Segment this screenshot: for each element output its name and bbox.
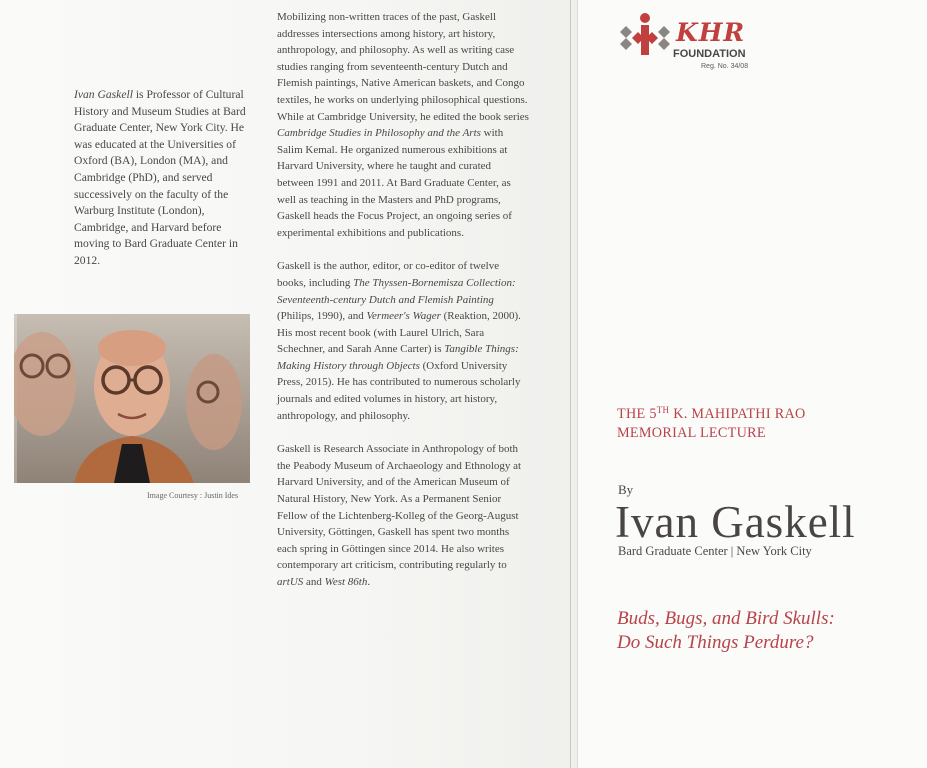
logo-registration-number: Reg. No. 34/08 [701,63,749,70]
speaker-bio [74,87,256,270]
publication-west-86th: West 86th [324,576,368,588]
speaker-portrait-photo [14,314,250,483]
book-title-tangible-things: Tangible Things: Making History through Objects [277,343,519,372]
p2-text-g: (Oxford University Press, 2015). He has contributed to numerous scholarly journals and edited volumes in history, art history, anthropology, and philosophy. [277,359,521,422]
book-series-title: Cambridge Studies in Philosophy and the Arts [277,127,481,140]
portrait-illustration [14,314,250,483]
by-label: By [618,482,634,497]
paragraph-affiliations [277,441,529,590]
paragraph-publications [277,258,529,424]
p2-text-a: Gaskell is the author, editor, or co-editor of twelve books, including [277,260,500,289]
lecture-ordinal: THE 5 [617,406,657,422]
speaker-details-column [277,9,529,608]
talk-title-line1: Buds, Bugs, and Bird Skulls: [617,608,835,629]
p3-text-a: Gaskell is Research Associate in Anthropology of both the Peabody Museum of Archaeology and Ethnology at Harvard University, and of the American Museum of Natural History, New York. As a Permanent Senior Fellow of the Lichtenberg-Kolleg of the Georg-August University, Göttingen, Gaskell has spent two months each spring in Göttingen since 2014. He also writes contemporary art criticism, contributing regularly to [277,443,522,572]
bio-name: Ivan Gaskell [74,88,133,101]
p3-text-c: and [303,576,325,588]
publication-artus: artUS [277,576,304,588]
lecture-heading [617,401,806,442]
logo-wordmark: KHR [676,18,746,47]
p3-text-e: . [367,576,371,588]
lecture-ordinal-suffix: TH [656,405,670,415]
fold-line [570,0,571,768]
lecture-heading-line2: MEMORIAL LECTURE [617,424,766,441]
lecture-heading-line1 [617,401,806,424]
talk-title-line2: Do Such Things Perdure? [617,632,814,653]
p2-text-e: (Reaktion, 2000). His most recent book (with Laurel Ulrich, Sara Schechner, and Sarah Anne Carter) is [277,310,521,356]
fold-line-shadow [577,0,578,768]
logo-foundation-label: FOUNDATION [673,48,746,60]
paragraph-research [277,9,529,241]
p2-text-c: (Philips, 1990), and [277,310,367,323]
p1-text-c: with Salim Kemal. He organized numerous exhibitions at Harvard University, where he taught and curated between 1991 and 2011. At Bard Graduate Center, as well as teaching in the Masters and PhD programs, Gaskell heads the Focus Project, an ongoing series of experimental exhibitions and publications. [277,127,512,239]
photo-credit: Image Courtesy : Justin Ides [147,491,239,500]
p1-text-a: Mobilizing non-written traces of the past, Gaskell addresses intersections among history, art history, anthropology, and philosophy. As well as writing case studies ranging from seventeenth-century Dutch and Flemish paintings, Native American baskets, and Congo textiles, he works on underlying philosophical questions. While at Cambridge University, he edited the book series [277,11,529,123]
book-title-thyssen: The Thyssen-Bornemisza Collection: Seventeenth-century Dutch and Flemish Painting [277,276,516,306]
book-title-vermeer: Vermeer's Wager [366,310,441,323]
speaker-affiliation: Bard Graduate Center | New York City [618,544,812,558]
speaker-name: Ivan Gaskell [615,497,856,547]
talk-title [617,607,835,655]
lecture-honoree: K. MAHIPATHI RAO [669,406,806,422]
bio-text: is Professor of Cultural History and Museum Studies at Bard Graduate Center, New York City. He was educated at the Universities of Oxford (BA), London (MA), and Cambridge (PhD), and served successively on the faculty of the Warburg Institute (London), Cambridge, and Harvard before moving to Bard Graduate Center in 2012. [74,88,246,267]
